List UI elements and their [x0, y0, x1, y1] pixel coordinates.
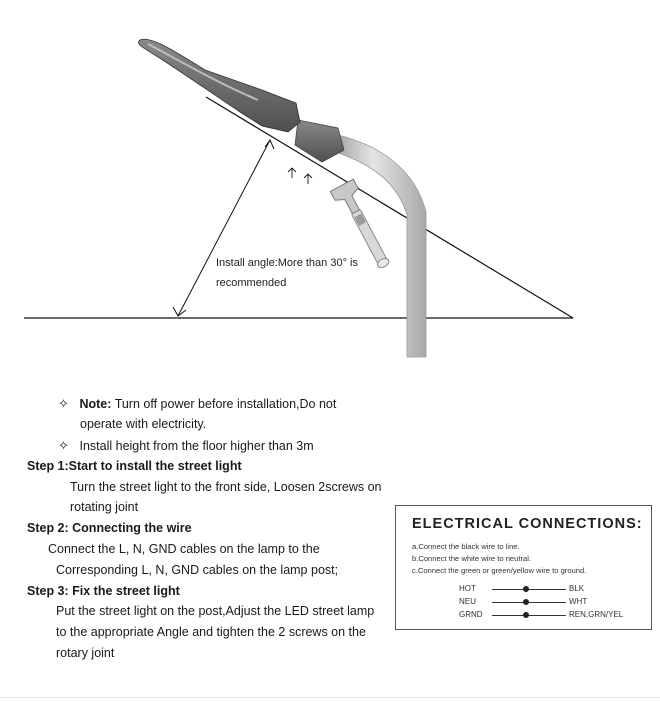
- sparkle-icon: ✧: [58, 438, 69, 453]
- note-text: Turn off power before installation,Do not: [114, 397, 337, 411]
- step-1-title: Step 1:Start to install the street light: [27, 459, 242, 473]
- step-3-title: Step 3: Fix the street light: [27, 584, 180, 598]
- lamp-head: [138, 39, 300, 132]
- angle-label-line-2: recommended: [216, 277, 287, 289]
- wire-row-hot: [396, 582, 653, 596]
- instruction-line: c.Connect the green or green/yellow wire to ground.: [412, 566, 587, 575]
- wire-row-neu: [396, 595, 653, 609]
- wire-connector-dot: [523, 599, 529, 605]
- wire-right-label: REN,GRN/YEL: [569, 610, 624, 619]
- wire-right-label: WHT: [569, 597, 588, 606]
- step-3-line-3: rotary joint: [56, 646, 115, 660]
- electrical-connections-box: [395, 505, 652, 630]
- sparkle-icon: ✧: [58, 396, 69, 411]
- step-2-line-1: Connect the L, N, GND cables on the lamp to the: [48, 542, 320, 556]
- angle-label-line-1: Install angle:More than 30° is: [216, 257, 358, 269]
- screw-arrow: [288, 168, 296, 178]
- note-label: Note:: [79, 397, 112, 411]
- instruction-line: a.Connect the black wire to line.: [412, 542, 520, 551]
- step-2-line-2: Corresponding L, N, GND cables on the lamp post;: [56, 563, 339, 577]
- step-1-line-2: rotating joint: [70, 500, 139, 514]
- wire-line: [492, 615, 566, 616]
- note-power-cont: operate with electricity.: [80, 417, 207, 431]
- step-1-line-1: Turn the street light to the front side, Loosen 2screws on: [70, 480, 382, 494]
- install-angle-label: [216, 253, 386, 293]
- wire-right-label: BLK: [569, 584, 585, 593]
- wire-connector-dot: [523, 612, 529, 618]
- step-3-line-2: to the appropriate Angle and tighten the 2 screws on the: [56, 625, 366, 639]
- note-height-text: Install height from the floor higher than 3m: [79, 439, 314, 453]
- step-2-title: Step 2: Connecting the wire: [27, 521, 192, 535]
- wire-connector-dot: [523, 586, 529, 592]
- wire-left-label: NEU: [459, 597, 476, 606]
- wire-line: [492, 589, 566, 590]
- screw-arrow: [304, 174, 312, 184]
- instruction-line: b.Connect the white wire to neutral.: [412, 554, 532, 563]
- wire-line: [492, 602, 566, 603]
- wire-left-label: HOT: [459, 584, 476, 593]
- wire-row-grnd: [396, 608, 653, 622]
- note-power: [58, 393, 336, 415]
- step-3-line-1: Put the street light on the post,Adjust the LED street lamp: [56, 604, 375, 618]
- wire-left-label: GRND: [459, 610, 483, 619]
- note-height: [58, 435, 314, 457]
- electrical-title: ELECTRICAL CONNECTIONS:: [412, 516, 643, 532]
- bottom-divider: [0, 697, 660, 698]
